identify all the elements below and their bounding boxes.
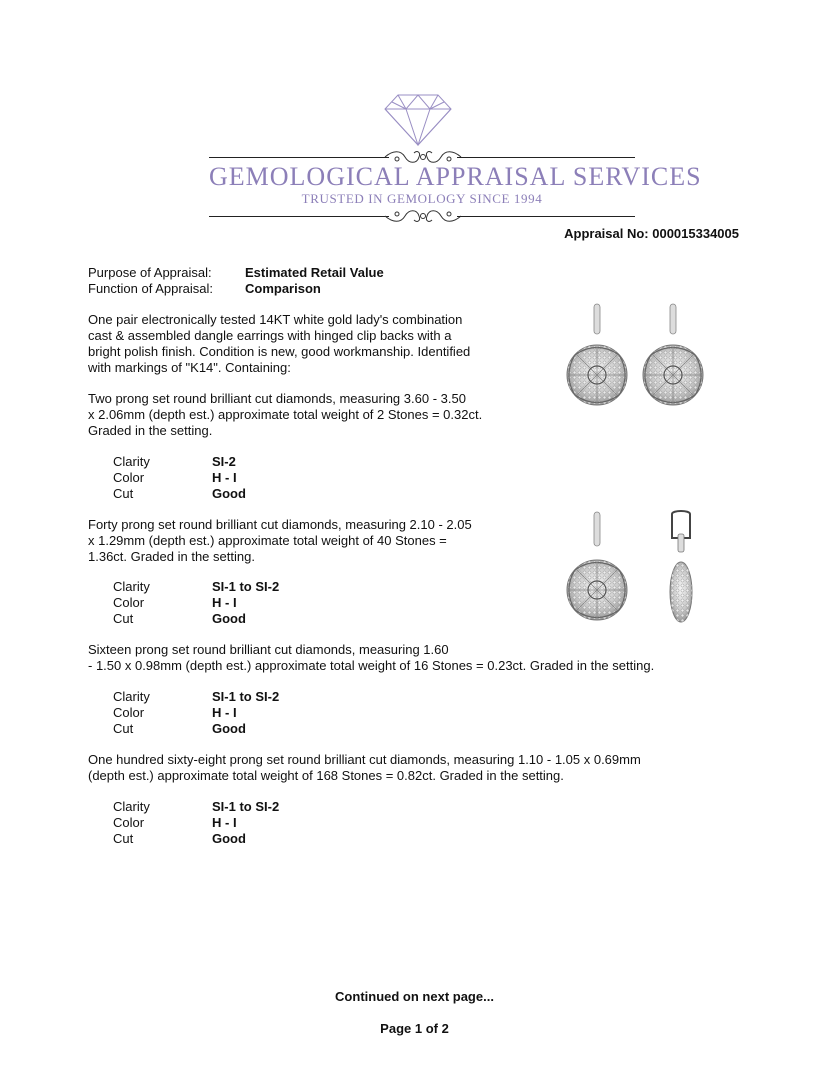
stone-line: 1.36ct. Graded in the setting. — [88, 549, 255, 564]
header-top-rule-right — [457, 157, 635, 158]
header-bottom-rule-left — [209, 216, 389, 217]
clarity-value: SI-1 to SI-2 — [212, 689, 280, 704]
stone-group-3-description — [88, 642, 654, 674]
cut-label: Cut — [113, 831, 134, 846]
item-description — [88, 312, 470, 376]
stone-group-2-description — [88, 517, 472, 565]
cut-value: Good — [212, 611, 246, 626]
stone-group-1-grades — [113, 454, 246, 502]
description-line: cast & assembled dangle earrings with hinged clip backs with a — [88, 328, 452, 343]
function-label: Function of Appraisal: — [88, 281, 214, 296]
purpose-label: Purpose of Appraisal: — [88, 265, 212, 280]
color-label: Color — [113, 595, 145, 610]
color-label: Color — [113, 815, 145, 830]
diamond-logo-icon — [384, 94, 452, 146]
color-label: Color — [113, 470, 145, 485]
cut-value: Good — [212, 721, 246, 736]
stone-line: x 2.06mm (depth est.) approximate total weight of 2 Stones = 0.32ct. — [88, 407, 483, 422]
stone-group-4-description — [88, 752, 641, 784]
description-line: bright polish finish. Condition is new, good workmanship. Identified — [88, 344, 471, 359]
cut-value: Good — [212, 486, 246, 501]
stone-line: Two prong set round brilliant cut diamonds, measuring 3.60 - 3.50 — [88, 391, 466, 406]
clarity-label: Clarity — [113, 579, 150, 594]
clarity-value: SI-1 to SI-2 — [212, 579, 280, 594]
clarity-label: Clarity — [113, 799, 150, 814]
stone-line: (depth est.) approximate total weight of 168 Stones = 0.82ct. Graded in the setting. — [88, 768, 564, 783]
description-line: with markings of "K14". Containing: — [88, 360, 291, 375]
page-number: Page 1 of 2 — [380, 1021, 449, 1036]
color-label: Color — [113, 705, 145, 720]
function-row — [88, 281, 321, 296]
continued-note: Continued on next page... — [335, 989, 494, 1004]
cut-label: Cut — [113, 721, 134, 736]
stone-group-3-grades — [113, 689, 279, 737]
clarity-label: Clarity — [113, 689, 150, 704]
stone-line: One hundred sixty-eight prong set round brilliant cut diamonds, measuring 1.10 - 1.05 x 0.69mm — [88, 752, 641, 767]
stone-line: - 1.50 x 0.98mm (depth est.) approximate total weight of 16 Stones = 0.23ct. Graded in the setting. — [88, 658, 655, 673]
clarity-label: Clarity — [113, 454, 150, 469]
color-value: H - I — [212, 705, 237, 720]
bottom-ornament-icon — [383, 207, 463, 225]
stone-group-2-grades — [113, 579, 279, 627]
stone-line: Forty prong set round brilliant cut diamonds, measuring 2.10 - 2.05 — [88, 517, 472, 532]
earrings-side-photo — [560, 508, 710, 638]
purpose-value: Estimated Retail Value — [245, 265, 384, 280]
cut-label: Cut — [113, 486, 134, 501]
description-line: One pair electronically tested 14KT white gold lady's combination — [88, 312, 463, 327]
header-bottom-rule-right — [457, 216, 635, 217]
company-tagline: TRUSTED IN GEMOLOGY SINCE 1994 — [301, 191, 543, 206]
earrings-front-photo — [560, 300, 710, 420]
header-top-rule-left — [209, 157, 389, 158]
clarity-value: SI-1 to SI-2 — [212, 799, 280, 814]
appraisal-number: Appraisal No: 000015334005 — [564, 226, 739, 241]
color-value: H - I — [212, 595, 237, 610]
purpose-row — [88, 265, 384, 280]
stone-line: Sixteen prong set round brilliant cut diamonds, measuring 1.60 — [88, 642, 449, 657]
stone-group-1-description — [88, 391, 482, 439]
stone-group-4-grades — [113, 799, 279, 847]
stone-line: x 1.29mm (depth est.) approximate total weight of 40 Stones = — [88, 533, 447, 548]
clarity-value: SI-2 — [212, 454, 236, 469]
function-value: Comparison — [245, 281, 321, 296]
stone-line: Graded in the setting. — [88, 423, 213, 438]
cut-value: Good — [212, 831, 246, 846]
color-value: H - I — [212, 470, 237, 485]
color-value: H - I — [212, 815, 237, 830]
company-name: GEMOLOGICAL APPRAISAL SERVICES — [209, 162, 702, 191]
cut-label: Cut — [113, 611, 134, 626]
